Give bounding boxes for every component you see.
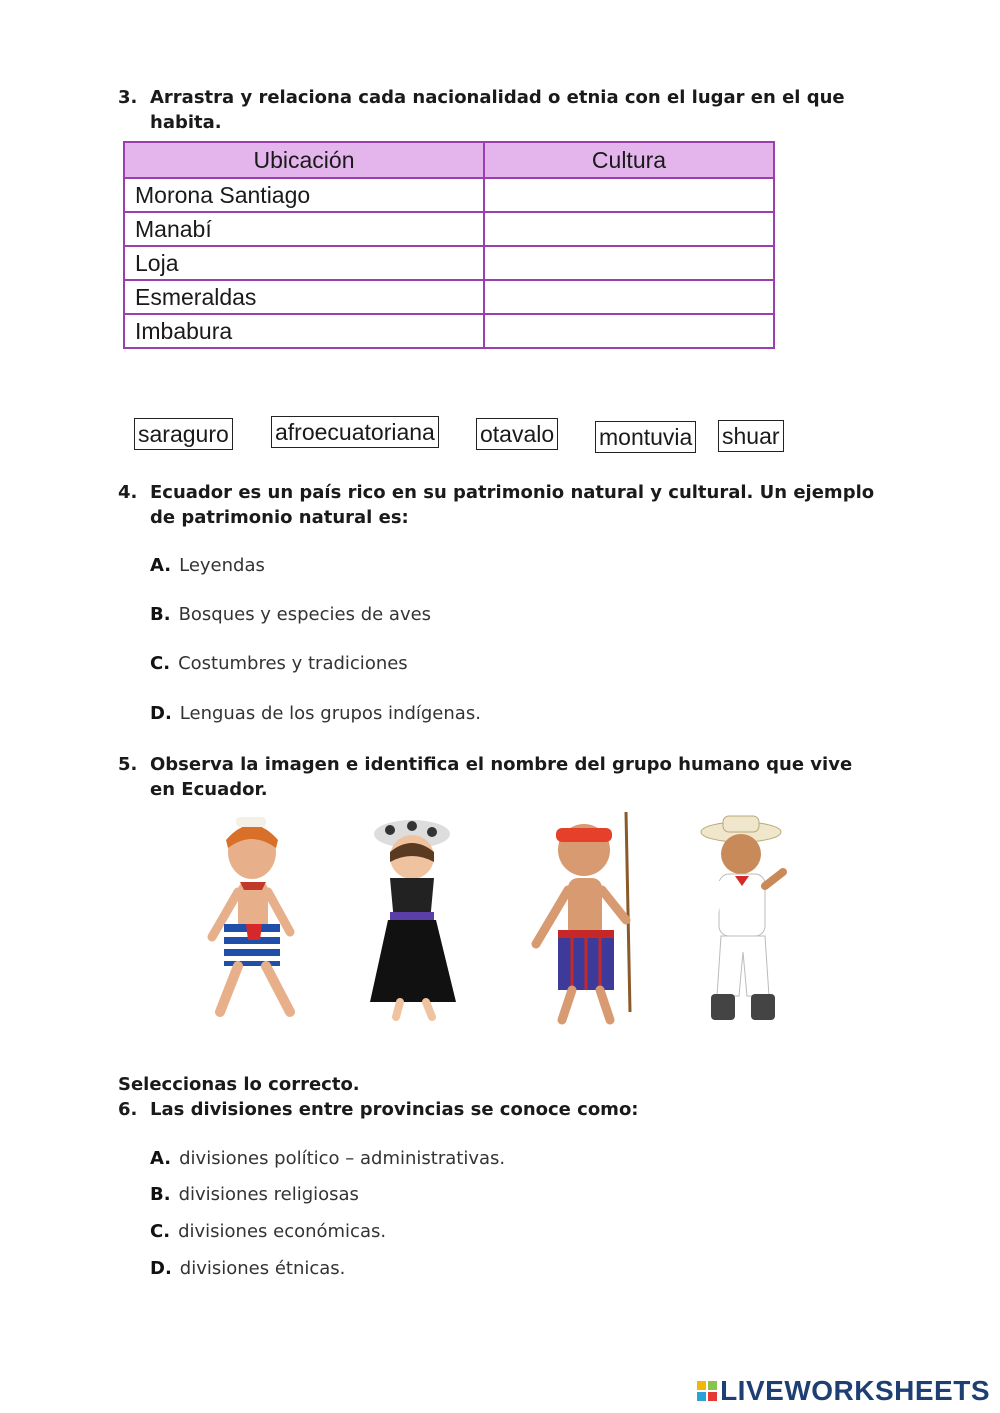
- option-a[interactable]: A. Leyendas: [150, 555, 265, 576]
- drag-chip-shuar[interactable]: shuar: [718, 420, 784, 452]
- liveworksheets-logo: [697, 1375, 990, 1407]
- question-number: 6.: [118, 1099, 138, 1120]
- question-4: [118, 480, 878, 530]
- location-cell: Manabí: [124, 212, 484, 246]
- option-c[interactable]: C. Costumbres y tradiciones: [150, 653, 408, 674]
- table-header-row: [124, 142, 774, 178]
- table-row: [124, 178, 774, 212]
- question-3: [118, 85, 878, 135]
- option-b[interactable]: B. Bosques y especies de aves: [150, 604, 432, 625]
- option-d[interactable]: D. Lenguas de los grupos indígenas.: [150, 703, 481, 724]
- figure-boy-spear: [522, 812, 642, 1027]
- figure-girl-black-dress: [360, 812, 470, 1027]
- option-c[interactable]: C. divisiones económicas.: [150, 1221, 387, 1242]
- drop-zone[interactable]: [484, 212, 774, 246]
- location-cell: Imbabura: [124, 314, 484, 348]
- figure-boy-white-hat: [695, 812, 795, 1027]
- question-number: 3.: [118, 87, 138, 108]
- option-d[interactable]: D. divisiones étnicas.: [150, 1258, 346, 1279]
- drag-chip-montuvia[interactable]: montuvia: [595, 421, 696, 453]
- drag-chip-afroecuatoriana[interactable]: afroecuatoriana: [271, 416, 439, 448]
- table-row: [124, 314, 774, 348]
- figure-boy-striped-skirt: [190, 812, 320, 1027]
- drop-zone[interactable]: [484, 314, 774, 348]
- drop-zone[interactable]: [484, 246, 774, 280]
- drop-zone[interactable]: [484, 178, 774, 212]
- logo-text: LIVEWORKSHEETS: [720, 1375, 990, 1406]
- table-row: [124, 280, 774, 314]
- table-row: [124, 246, 774, 280]
- question-text: Observa la imagen e identifica el nombre del grupo humano que vive en Ecuador.: [150, 754, 853, 800]
- question-5: [118, 752, 878, 802]
- question-number: 4.: [118, 482, 138, 503]
- drag-chip-saraguro[interactable]: saraguro: [134, 418, 233, 450]
- location-cell: Loja: [124, 246, 484, 280]
- question-text: Arrastra y relaciona cada nacionalidad o etnia con el lugar en el que habita.: [150, 87, 845, 133]
- option-a[interactable]: A. divisiones político – administrativas.: [150, 1148, 506, 1169]
- option-b[interactable]: B. divisiones religiosas: [150, 1184, 359, 1205]
- matching-table: [123, 141, 775, 349]
- drop-zone[interactable]: [484, 280, 774, 314]
- question-text: Ecuador es un país rico en su patrimonio natural y cultural. Un ejemplo de patrimonio natural es:: [150, 482, 875, 528]
- header-ubicacion: Ubicación: [124, 142, 484, 178]
- location-cell: Morona Santiago: [124, 178, 484, 212]
- location-cell: Esmeraldas: [124, 280, 484, 314]
- header-cultura: Cultura: [484, 142, 774, 178]
- question-6: [118, 1097, 878, 1122]
- question-text: Las divisiones entre provincias se conoce como:: [150, 1099, 639, 1120]
- drag-chip-otavalo[interactable]: otavalo: [476, 418, 558, 450]
- logo-icon: [697, 1381, 717, 1401]
- instruction: Seleccionas lo correcto.: [118, 1074, 360, 1095]
- question-number: 5.: [118, 754, 138, 775]
- table-row: [124, 212, 774, 246]
